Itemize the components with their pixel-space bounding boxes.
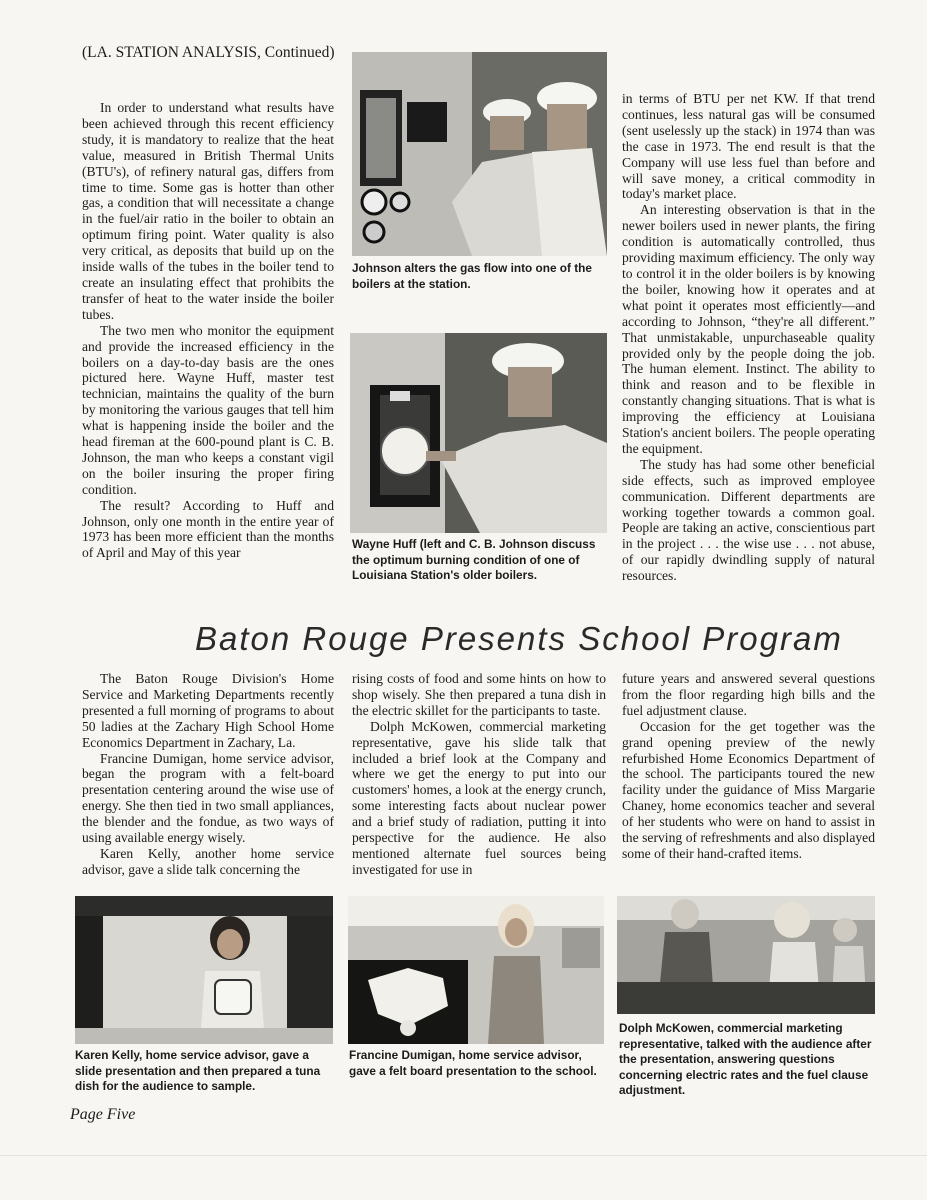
dolph-mckowen-caption: Dolph McKowen, commercial marketing representative, talked with the audience after the presentation, answering questions concerning electric rates and the fuel clause adjustment. [619,1021,872,1097]
program-article-title: Baton Rouge Presents School Program [195,620,843,657]
analysis-column-1 [82,100,334,561]
page-number: Page Five [70,1106,136,1123]
program-paragraph: Karen Kelly, another home service advisor, gave a slide talk concerning the [82,845,334,877]
karen-kelly-caption: Karen Kelly, home service advisor, gave a slide presentation and then prepared a tuna dish for the audience to sample. [75,1048,321,1093]
analysis-paragraph: In order to understand what results have been achieved through this recent efficiency study, it is mandatory to realize that the heat value, measured in British Thermal Units (BTU's), of refinery natural gas, differs from time to time. Some gas is hotter than other gas, a condition that will necessitate a change in the fuel/air ratio in the boiler to obtain an optimum firing point. Water quality is also very critical, as deposits that build up on the inside walls of the tubes in the boiler tend to create an insulating effect that prohibits the transfer of heat to the water inside the boiler tubes. [82,100,334,322]
program-paragraph: rising costs of food and some hints on how to shop wisely. She then prepared a tuna dish in the electric skillet for the participants to taste. [352,671,606,718]
francine-dumigan-caption: Francine Dumigan, home service advisor, gave a felt board presentation to the school. [349,1048,597,1078]
analysis-paragraph: in terms of BTU per net KW. If that trend continues, less natural gas will be consumed (sent uselessly up the stack) in 1974 than was the case in 1973. The end result is that the Company will use less fuel than before and will save money, a critical commodity in today's market place. [622,91,875,202]
program-column-2 [352,671,606,878]
program-column-3 [622,671,875,862]
page-edge-rule [0,1155,927,1156]
program-paragraph: future years and answered several questions from the floor regarding high bills and the fuel adjustment clause. [622,671,875,718]
program-paragraph: Occasion for the get together was the grand opening preview of the newly refurbished Home Economics Department of the school. The participants toured the new facility under the guidance of Miss Margarie Chaney, home economics teacher and several of her students who were on hand to assist in the serving of refreshments and also displayed some of their hand-crafted items. [622,718,875,861]
analysis-paragraph: The result? According to Huff and Johnson, only one month in the entire year of 1973 has been more efficient than the months of April and May of this year [82,497,334,561]
huff-photo-caption: Wayne Huff (left and C. B. Johnson discuss the optimum burning condition of one of Louisiana Station's older boilers. [352,537,596,582]
analysis-paragraph: The study has had some other beneficial side effects, such as improved employee communication. Different departments are working together towards a common goal. People are taking an active, conscientious part in the project . . . the wise use . . . not abuse, of our rapidly dwindling supply of natural resources. [622,456,875,584]
huff-recorder-photo [350,333,607,533]
program-paragraph: Francine Dumigan, home service advisor, began the program with a felt-board presentation centering around the wise use of energy. She then tied in two small appliances, the blender and the fondue, as two ways of using available energy wisely. [82,750,334,846]
analysis-paragraph: The two men who monitor the equipment and provide the increased efficiency in the boilers on a day-to-day basis are the ones pictured here. Wayne Huff, master test technician, maintains the quality of the burn by monitoring the various gauges that tell him what is happening inside the boiler and the head fireman at the 600-pound plant is C. B. Johnson, the man who keeps a constant vigil on the boiler insuring the proper firing condition. [82,322,334,497]
program-column-1 [82,671,334,878]
dolph-mckowen-photo [617,896,875,1014]
johnson-photo-caption: Johnson alters the gas flow into one of the boilers at the station. [352,261,592,291]
continued-header: (LA. STATION ANALYSIS, Continued) [82,44,335,61]
francine-dumigan-photo [348,896,604,1044]
analysis-column-3 [622,91,875,584]
program-paragraph: The Baton Rouge Division's Home Service and Marketing Departments recently presented a full morning of programs to about 50 ladies at the Zachary High School Home Economics Department in Zachary, La. [82,671,334,750]
karen-kelly-photo [75,896,333,1044]
program-paragraph: Dolph McKowen, commercial marketing representative, gave his slide talk that included a brief look at the Company and where we get the energy to put into our customers' homes, a look at the energy crunch, some interesting facts about nuclear power and a brief study of radiation, putting it into perspective for the audience. He also mentioned alternate fuel sources being investigated for use in [352,718,606,877]
johnson-boiler-photo [352,52,607,256]
analysis-paragraph: An interesting observation is that in the newer boilers used in newer plants, the firing condition is automatically controlled, thus providing maximum efficiency. The only way to control it in the older boilers is by knowing the boiler, knowing how it operates and at what point it operates most efficiently—and according to Johnson, “they're all different.” That unmistakable, unpurchaseable quality provided only by the people doing the job. The human element. Instinct. The ability to think and reason and to be flexible in constantly changing situations. That is what is improving the efficiency at Louisiana Station's ancient boilers. The people operating the equipment. [622,202,875,456]
